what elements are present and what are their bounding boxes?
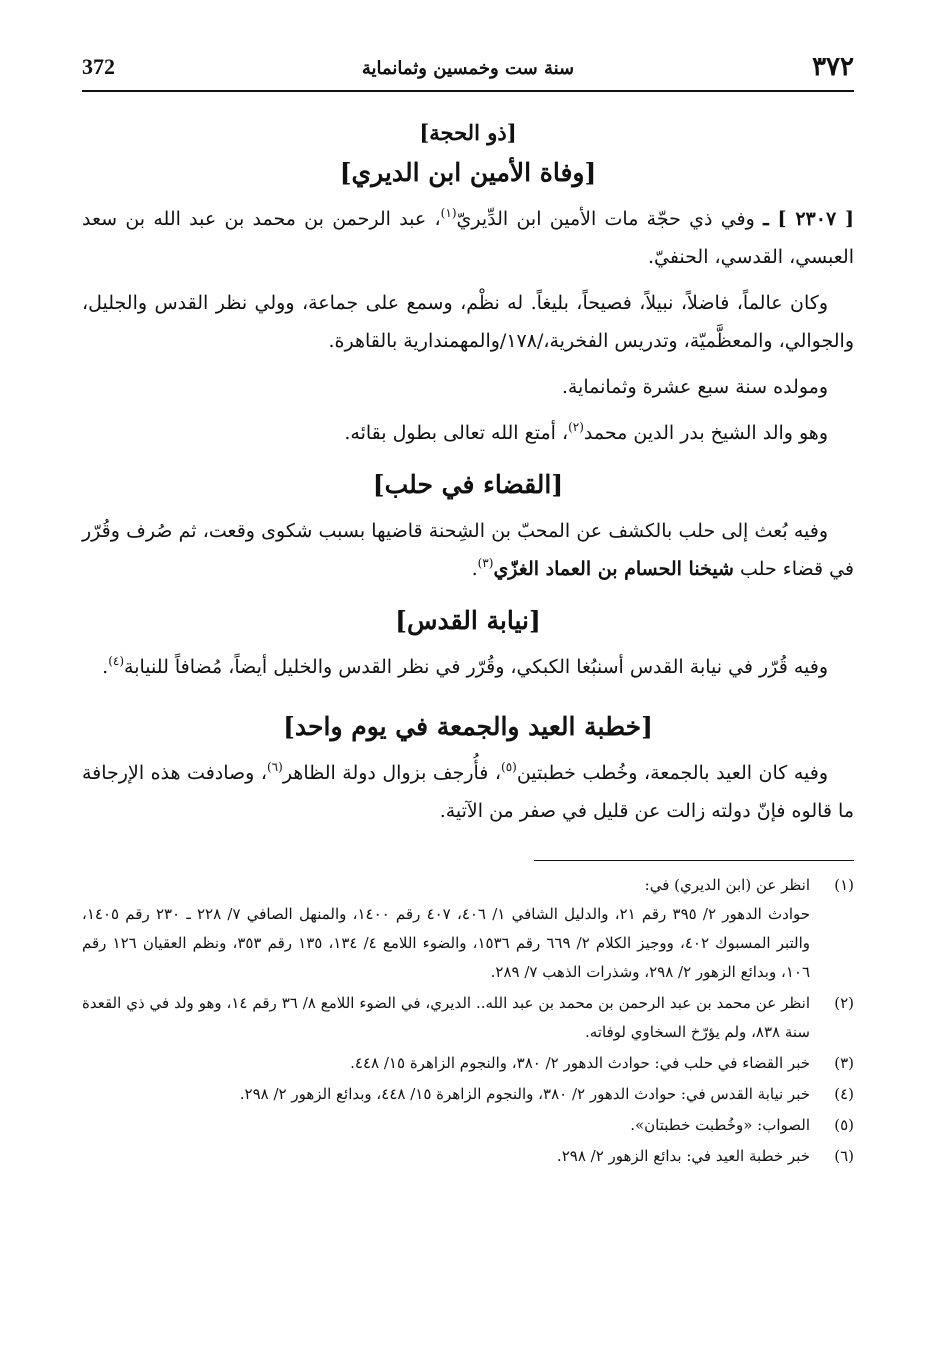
- footnote-text: حوادث الدهور ٢/ ٣٩٥ رقم ٢١، والدليل الشافي ١/ ٤٠٦، ٤٠٧ رقم ١٤٠٠، والمنهل الصافي ٧/ ٢٢٨ ـ ٢٣٠ رقم ١٤٠٥، والتبر المسبوك ٤٠٢، ووجيز الكلام ٢/ ٦٦٩ رقم ١٥٣٦، والضوء اللامع ٤/ ١٣٤، ١٣٥ رقم ٣٥٣، ونظم العقيان ١٢٦ رقم ١٠٦، وبدائع الزهور ٢/ ٢٩٨، وشذرات الذهب ٧/ ٢٨٩.: [82, 905, 811, 981]
- section-heading-judiciary-aleppo: [القضاء في حلب]: [372, 470, 564, 499]
- paragraph-entry: [82, 200, 854, 276]
- paragraph-jerusalem: [82, 648, 854, 686]
- text-run: ، وصادفت هذه الإرجافة ما قالوه فإنّ دولته زالت عن قليل في صفر من الآتية.: [82, 762, 854, 822]
- text-run: وفيه كان العيد بالجمعة، وخُطب خطبتين: [516, 762, 828, 784]
- text-run: وفيه قُرّر في نيابة القدس أسنبُغا الكبكي، وقُرّر في نظر القدس والخليل أيضاً، مُضافاً للنيابة: [124, 656, 828, 678]
- text-run: .: [102, 656, 109, 678]
- footnote-ref-3: (٣): [477, 556, 494, 570]
- footnote-number: (٣): [834, 1054, 854, 1072]
- text-run: وهو والد الشيخ بدر الدين محمد: [583, 422, 828, 444]
- footnote-text: خبر نيابة القدس في: حوادث الدهور ٢/ ٣٨٠، والنجوم الزاهرة ١٥/ ٤٤٨، وبدائع الزهور ٢/ ٢٩٨.: [239, 1085, 810, 1103]
- paragraph-judiciary: [82, 512, 854, 588]
- footnote-text: انظر عن (ابن الديري) في:: [644, 876, 810, 894]
- footnote-ref-4: (٤): [108, 654, 125, 668]
- footnote-3: [82, 1049, 854, 1078]
- text-run: ، عبد الرحمن بن محمد بن عبد الله بن سعد العبسي، القدسي، الحنفيّ.: [82, 208, 854, 268]
- footnote-2: [82, 989, 854, 1047]
- footnote-ref-1: (١): [440, 206, 457, 220]
- section-heading-eid-friday-sermon: [خطبة العيد والجمعة في يوم واحد]: [283, 712, 653, 741]
- text-run: وفيه بُعث إلى حلب بالكشف عن المحبّ بن الشِحنة قاضيها بسبب شكوى وقعت، ثم صُرف وقُرّر في قضاء حلب: [82, 520, 854, 580]
- footnote-number: (٢): [834, 994, 854, 1012]
- paragraph-father: [82, 414, 854, 452]
- book-page: [82, 48, 854, 1338]
- footnote-text: خبر خطبة العيد في: بدائع الزهور ٢/ ٢٩٨.: [556, 1147, 810, 1165]
- footnote-text: خبر القضاء في حلب في: حوادث الدهور ٢/ ٣٨٠، والنجوم الزاهرة ١٥/ ٤٤٨.: [350, 1054, 810, 1072]
- footnote-text: انظر عن محمد بن عبد الرحمن بن محمد بن عبد الله.. الديري، في الضوء اللامع ٨/ ٣٦ رقم ١٤، وهو ولد في ذي القعدة سنة ٨٣٨، ولم يؤرّخ السخاوي لوفاته.: [82, 994, 810, 1041]
- month-heading: [ذو الحجة]: [419, 120, 517, 145]
- running-head-title: سنة ست وخمسين وثمانماية: [361, 58, 575, 79]
- footnote-number: (٥): [834, 1116, 854, 1134]
- footnotes: [82, 871, 854, 1171]
- footnote-number: (٤): [834, 1085, 854, 1103]
- text-run: ، فأُرجف بزوال دولة الظاهر: [282, 762, 501, 784]
- running-head: [82, 48, 854, 92]
- section-heading-jerusalem-deputyship: [نيابة القدس]: [395, 606, 541, 635]
- footnote-divider: [534, 860, 854, 861]
- footnote-5: [82, 1111, 854, 1140]
- footnote-ref-5: (٥): [501, 760, 517, 774]
- page-number-arabic: ٣٧٢: [812, 52, 854, 82]
- text-run: ، أمتع الله تعالى بطول بقائه.: [344, 422, 569, 444]
- bold-name: شيخنا الحسام بن العماد الغزّي: [493, 558, 734, 580]
- footnote-1: [82, 871, 854, 987]
- page-number-latin: 372: [82, 54, 115, 79]
- entry-number: [ ٢٣٠٧ ] ـ: [763, 208, 855, 230]
- footnote-ref-6: (٦): [266, 760, 283, 774]
- footnote-number: (١): [834, 876, 854, 894]
- paragraph-biography: وكان عالماً، فاضلاً، نبيلاً، فصيحاً، بليغاً. له نظْم، وسمع على جماعة، وولي نظر القدس والجليل، والجوالي، والمعظَّميّة، وتدريس الفخرية،/١٧٨/والمهمندارية بالقاهرة.: [82, 292, 854, 352]
- footnote-4: [82, 1080, 854, 1109]
- text-run: وفي ذي حجّة مات الأمين ابن الدِّيريّ: [456, 208, 755, 230]
- footnote-ref-2: (٢): [568, 420, 584, 434]
- section-heading-death-of-al-amin: [وفاة الأمين ابن الديري]: [339, 158, 597, 187]
- paragraph-eid: [82, 754, 854, 830]
- footnote-6: [82, 1142, 854, 1171]
- text-run: .: [471, 558, 478, 580]
- footnote-text: الصواب: «وخُطبت خطبتان».: [630, 1116, 810, 1134]
- footnote-number: (٦): [834, 1147, 854, 1165]
- paragraph-birth: ومولده سنة سبع عشرة وثمانماية.: [561, 376, 828, 398]
